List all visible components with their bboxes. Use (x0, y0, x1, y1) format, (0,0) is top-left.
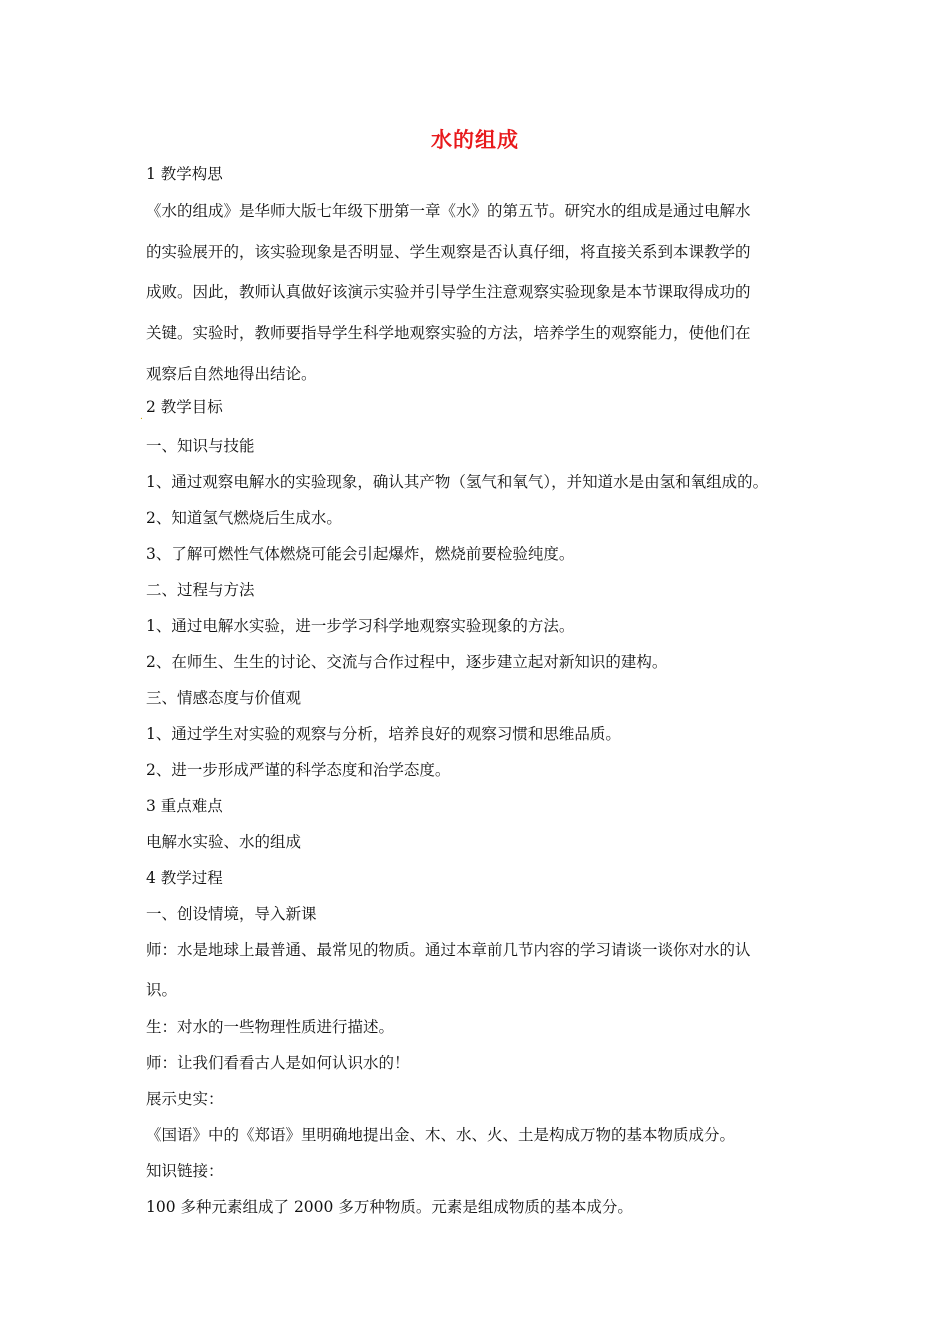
heading-teaching-process: 4 教学过程 (146, 869, 223, 887)
paragraph-line: 成败。因此，教师认真做好该演示实验并引导学生注意观察实验现象是本节课取得成功的 (146, 283, 751, 301)
paragraph-line: 生：对水的一些物理性质进行描述。 (146, 1018, 395, 1036)
paragraph-line: 师：让我们看看古人是如何认识水的！ (146, 1054, 410, 1072)
paragraph-line: 的实验展开的，该实验现象是否明显、学生观察是否认真仔细，将直接关系到本课教学的 (146, 243, 751, 261)
paragraph-line: 识。 (146, 981, 178, 999)
paragraph-line: 关键。实验时，教师要指导学生科学地观察实验的方法，培养学生的观察能力，使他们在 (146, 324, 751, 342)
paragraph-line: 观察后自然地得出结论。 (146, 365, 317, 383)
list-item: 1、通过电解水实验，进一步学习科学地观察实验现象的方法。 (146, 617, 575, 635)
list-item: 3、了解可燃性气体燃烧可能会引起爆炸，燃烧前要检验纯度。 (146, 545, 575, 563)
subheading-scenario-intro: 一、创设情境，导入新课 (146, 905, 317, 923)
paragraph-line: 展示史实： (146, 1090, 224, 1108)
paragraph-line: 《国语》中的《郑语》里明确地提出金、木、水、火、土是构成万物的基本物质成分。 (146, 1126, 736, 1144)
paragraph-line: 100 多种元素组成了 2000 多万种物质。元素是组成物质的基本成分。 (146, 1198, 633, 1216)
subheading-process-method: 二、过程与方法 (146, 581, 255, 599)
paragraph-line: 电解水实验、水的组成 (146, 833, 302, 851)
paragraph-line: 知识链接： (146, 1162, 224, 1180)
subheading-knowledge-skills: 一、知识与技能 (146, 437, 255, 455)
list-item: 2、知道氢气燃烧后生成水。 (146, 509, 342, 527)
heading-teaching-objectives: 2 教学目标 (146, 398, 223, 416)
list-item: 2、进一步形成严谨的科学态度和治学态度。 (146, 761, 451, 779)
list-item: 1、通过学生对实验的观察与分析，培养良好的观察习惯和思维品质。 (146, 725, 621, 743)
list-item: 2、在师生、生生的讨论、交流与合作过程中，逐步建立起对新知识的建构。 (146, 653, 668, 671)
heading-teaching-concept: 1 教学构思 (146, 165, 223, 183)
subheading-attitude-values: 三、情感态度与价值观 (146, 689, 302, 707)
margin-mark: . (140, 412, 143, 422)
document-title: 水的组成 (431, 128, 519, 152)
heading-key-points: 3 重点难点 (146, 797, 223, 815)
paragraph-line: 师：水是地球上最普通、最常见的物质。通过本章前几节内容的学习请谈一谈你对水的认 (146, 941, 751, 959)
list-item: 1、通过观察电解水的实验现象，确认其产物（氢气和氧气），并知道水是由氢和氧组成的。 (146, 473, 769, 491)
paragraph-line: 《水的组成》是华师大版七年级下册第一章《水》的第五节。研究水的组成是通过电解水 (146, 202, 751, 220)
